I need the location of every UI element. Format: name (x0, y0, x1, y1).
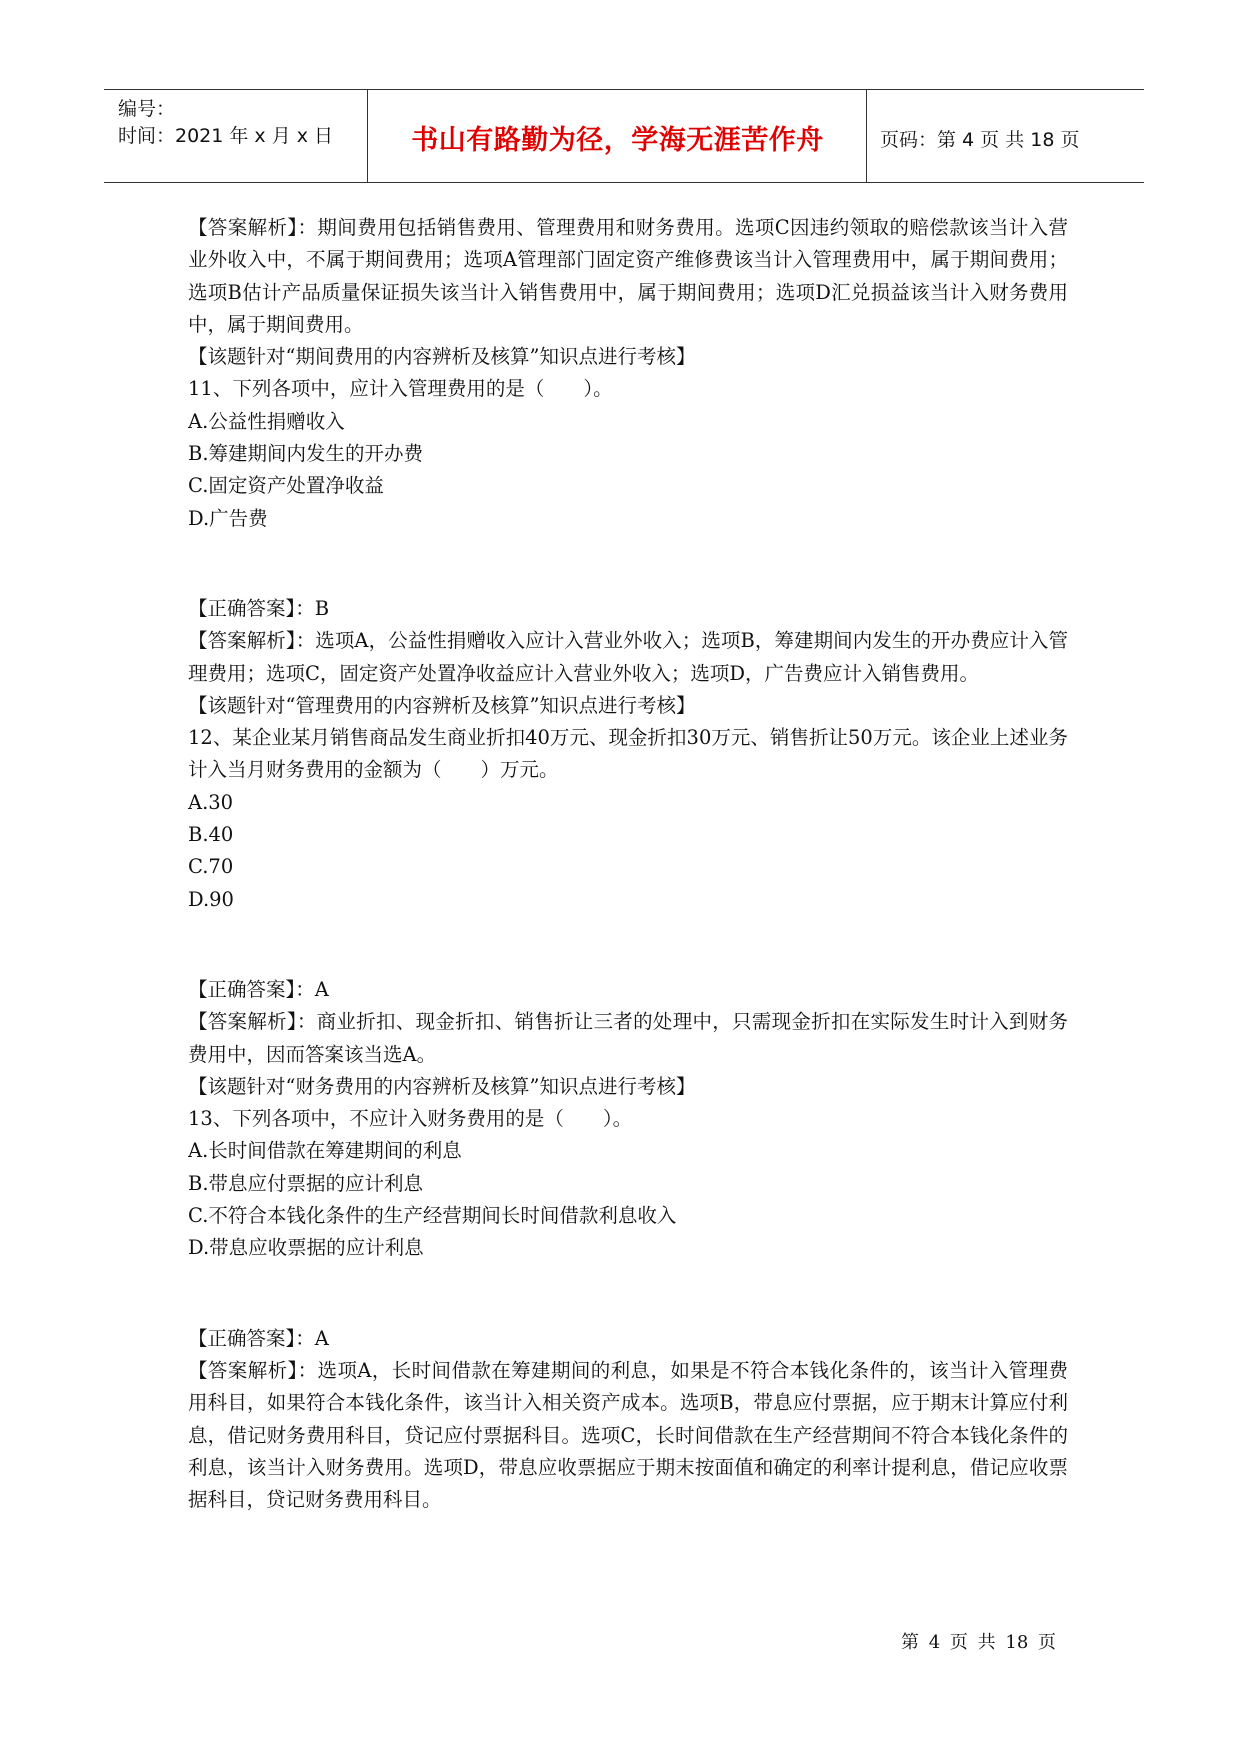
q13-option-d: D.带息应收票据的应计利息 (188, 1236, 424, 1260)
q12-option-a: A.30 (188, 790, 234, 814)
q11-option-a: A.公益性捐赠收入 (188, 409, 345, 433)
header-meta-cell (104, 90, 368, 182)
spacer (188, 916, 1068, 974)
q12-analysis: 【答案解析】：商业折扣、现金折扣、销售折让三者的处理中，只需现金折扣在实际发生时计入到财务费用中，因而答案该当选A。 (188, 1010, 1068, 1066)
q11-option-c: C.固定资产处置净收益 (188, 474, 384, 498)
q12-question: 12、某企业某月销售商品发生商业折扣40万元、现金折扣30万元、销售折让50万元。该企业上述业务计入当月财务费用的金额为（ ）万元。 (188, 726, 1068, 782)
q10-analysis: 【答案解析】：期间费用包括销售费用、管理费用和财务费用。选项C因违约领取的赔偿款该当计入营业外收入中，不属于期间费用；选项A管理部门固定资产维修费该当计入管理费用中，属于期间费用；选项B估计产品质量保证损失该当计入销售费用中，属于期间费用；选项D汇兑损益该当计入财务费用中，属于期间费用。 (188, 216, 1068, 336)
q13-analysis: 【答案解析】：选项A，长时间借款在筹建期间的利息，如果是不符合本钱化条件的，该当计入管理费用科目，如果符合本钱化条件，该当计入相关资产成本。选项B，带息应付票据，应于期末计算应付利息，借记财务费用科目，贷记应付票据科目。选项C，长时间借款在生产经营期间不符合本钱化条件的利息，该当计入财务费用。选项D，带息应收票据应于期末按面值和确定的利率计提利息，借记应收票据科目，贷记财务费用科目。 (188, 1358, 1068, 1512)
header-page-cell (868, 90, 1144, 182)
q11-knowledge-note: 【该题针对“管理费用的内容辨析及核算”知识点进行考核】 (188, 693, 696, 717)
q12-option-d: D.90 (188, 887, 234, 911)
q11-correct-answer: 【正确答案】：B (188, 596, 330, 620)
q13-correct-answer: 【正确答案】：A (188, 1326, 329, 1350)
spacer (188, 535, 1068, 593)
q12-knowledge-note: 【该题针对“财务费用的内容辨析及核算”知识点进行考核】 (188, 1074, 696, 1098)
q13-option-b: B.带息应付票据的应计利息 (188, 1171, 424, 1195)
page-header (104, 89, 1144, 183)
document-time-label: 时间：2021 年 x 月 x 日 (118, 125, 334, 147)
header-motto-cell (369, 90, 867, 182)
q13-option-c: C.不符合本钱化条件的生产经营期间长时间借款利息收入 (188, 1204, 677, 1228)
q11-question: 11、下列各项中，应计入管理费用的是（ ）。 (188, 377, 613, 401)
page-footer-number: 第 4 页 共 18 页 (901, 1632, 1056, 1653)
q11-analysis: 【答案解析】：选项A，公益性捐赠收入应计入营业外收入；选项B，筹建期间内发生的开办费应计入管理费用；选项C，固定资产处置净收益应计入营业外收入；选项D，广告费应计入销售费用。 (188, 629, 1068, 685)
q11-option-d: D.广告费 (188, 506, 268, 530)
q10-knowledge-note: 【该题针对“期间费用的内容辨析及核算”知识点进行考核】 (188, 345, 696, 369)
document-body (188, 212, 1068, 1516)
q12-correct-answer: 【正确答案】：A (188, 977, 329, 1001)
q13-option-a: A.长时间借款在筹建期间的利息 (188, 1139, 462, 1163)
document-number-label: 编号： (118, 98, 176, 120)
q12-option-c: C.70 (188, 855, 234, 879)
header-motto: 书山有路勤为径，学海无涯苦作舟 (411, 125, 824, 156)
q13-question: 13、下列各项中，不应计入财务费用的是（ ）。 (188, 1107, 633, 1131)
spacer (188, 1265, 1068, 1323)
header-page-number: 页码：第 4 页 共 18 页 (880, 129, 1080, 151)
q11-option-b: B.筹建期间内发生的开办费 (188, 442, 424, 466)
q12-option-b: B.40 (188, 823, 234, 847)
